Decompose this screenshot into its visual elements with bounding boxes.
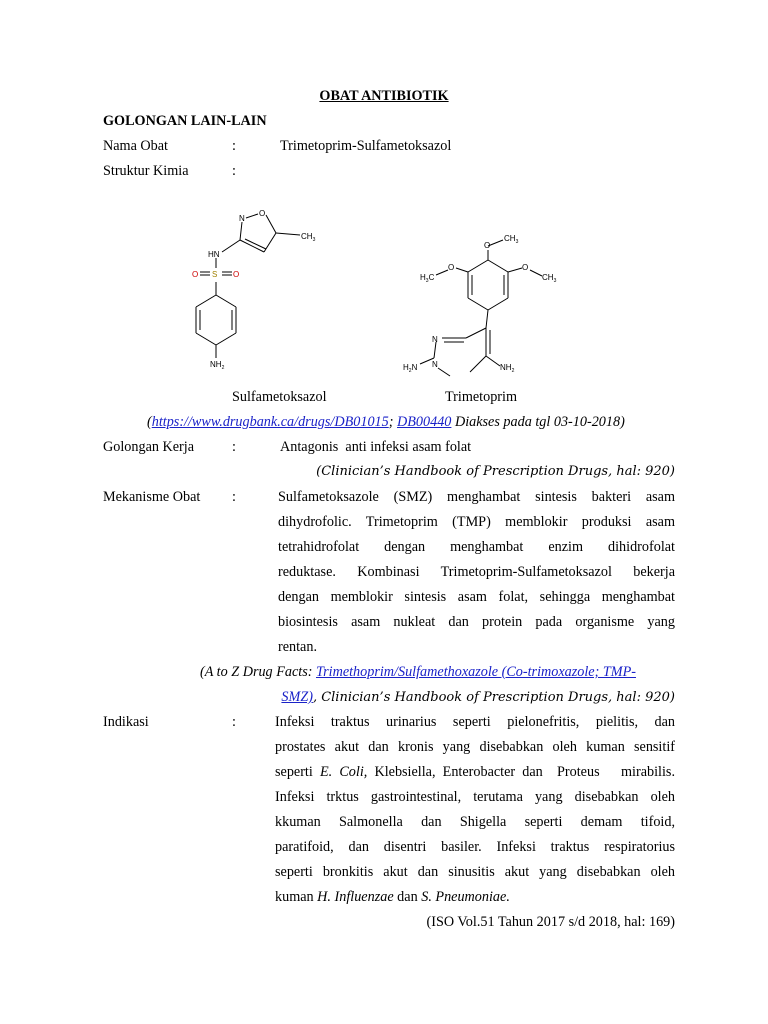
indikasi-line-4: Infeksi trktus gastrointestinal, terutama yang disebabkan oleh [275, 789, 675, 805]
atom-ch3-right: $CH_3$ [542, 273, 557, 284]
drugbank-link-2[interactable]: DB00440 [397, 414, 452, 430]
atom-ch3-top: $CH_3$ [504, 234, 519, 245]
caption-sulfametoksazol: Sulfametoksazol [232, 389, 327, 405]
source-citation: (https://www.drugbank.ca/drugs/DB01015; DB00440 Diakses pada tgl 03-10-2018) [147, 414, 625, 430]
co-trimoxazole-link-cont[interactable]: SMZ) [281, 689, 313, 705]
indikasi-line-3: seperti E. Coli, Klebsiella, Enterobacter dan Proteus mirabilis. [275, 764, 675, 780]
golongan-kerja-label: Golongan Kerja [103, 439, 195, 455]
section-heading: GOLONGAN LAIN-LAIN [103, 113, 267, 129]
mekanisme-line-4: reduktase. Kombinasi Trimetoprim-Sulfametoksazol bekerja [278, 564, 675, 580]
atom-n-bottom: N [432, 360, 438, 369]
atom-o-right: O [233, 270, 240, 279]
mekanisme-line-5: dengan memblokir sintesis asam folat, sehingga menghambat [278, 589, 675, 605]
indikasi-line-5: kkuman Salmonella dan Shigella seperti demam tifoid, [275, 814, 675, 830]
sulfamethoxazole-structure [170, 200, 330, 380]
atom-h2n: $H_2N$ [403, 363, 418, 374]
mekanisme-line-2: dihydrofolic. Trimetoprim (TMP) memblokir produksi asam [278, 514, 675, 530]
mekanisme-line-7: rentan. [278, 639, 317, 655]
indikasi-line-7: seperti bronkitis akut dan sinusitis akut yang disebabkan oleh [275, 864, 675, 880]
nama-obat-colon: : [232, 138, 236, 154]
trimethoprim-structure [400, 228, 570, 378]
atom-nh2: $NH_2$ [210, 360, 225, 371]
page-title: OBAT ANTIBIOTIK [319, 88, 449, 104]
struktur-colon: : [232, 163, 236, 179]
struktur-label: Struktur Kimia [103, 163, 189, 179]
golongan-kerja-value: Antagonis anti infeksi asam folat [280, 439, 472, 455]
golongan-kerja-citation: (Clinician’s Handbook of Prescription Drugs, hal: 920) [316, 464, 675, 479]
atom-h3c: $H_3C$ [420, 273, 435, 284]
atom-o-left: O [192, 270, 199, 279]
mekanisme-citation-line-1: (A to Z Drug Facts: Trimethoprim/Sulfamethoxazole (Co-trimoxazole; TMP- [200, 664, 636, 680]
atom-o-top: O [484, 241, 491, 250]
atom-ch3: $CH_3$ [301, 232, 316, 243]
atom-hn: HN [208, 250, 220, 259]
drugbank-link-1[interactable]: https://www.drugbank.ca/drugs/DB01015 [151, 414, 389, 430]
nama-obat-label: Nama Obat [103, 138, 169, 154]
indikasi-colon: : [232, 714, 236, 730]
atom-o-left: O [448, 263, 455, 272]
nama-obat-value: Trimetoprim-Sulfametoksazol [280, 138, 452, 154]
caption-trimetoprim: Trimetoprim [445, 389, 517, 405]
indikasi-line-6: paratifoid, dan disentri basiler. Infeksi traktus respiratorius [275, 839, 675, 855]
atom-n-top: N [432, 335, 438, 344]
atom-o-right: O [522, 263, 529, 272]
mekanisme-citation-line-2: SMZ), Clinician’s Handbook of Prescription Drugs, hal: 920) [281, 689, 675, 705]
mekanisme-line-6: biosintesis asam nukleat dan protein pada organisme yang [278, 614, 675, 630]
co-trimoxazole-link[interactable]: Trimethoprim/Sulfamethoxazole (Co-trimoxazole; TMP- [316, 664, 636, 680]
indikasi-line-8: kuman H. Influenzae dan S. Pneumoniae. [275, 889, 510, 905]
indikasi-label: Indikasi [103, 714, 149, 730]
mekanisme-line-1: Sulfametoksazole (SMZ) menghambat sintesis bakteri asam [278, 489, 675, 505]
atom-o: O [259, 209, 266, 218]
indikasi-citation: (ISO Vol.51 Tahun 2017 s/d 2018, hal: 169) [426, 914, 675, 930]
mekanisme-label: Mekanisme Obat [103, 489, 201, 505]
mekanisme-colon: : [232, 489, 236, 505]
golongan-kerja-colon: : [232, 439, 236, 455]
atom-nh2: $NH_2$ [500, 363, 515, 374]
atom-n: N [239, 214, 245, 223]
indikasi-line-1: Infeksi traktus urinarius seperti pielonefritis, pielitis, dan [275, 714, 675, 730]
mekanisme-line-3: tetrahidrofolat dengan menghambat enzim dihidrofolat [278, 539, 675, 555]
atom-s: S [212, 270, 218, 279]
indikasi-line-2: prostates akut dan kronis yang disebabkan oleh kuman sensitif [275, 739, 675, 755]
